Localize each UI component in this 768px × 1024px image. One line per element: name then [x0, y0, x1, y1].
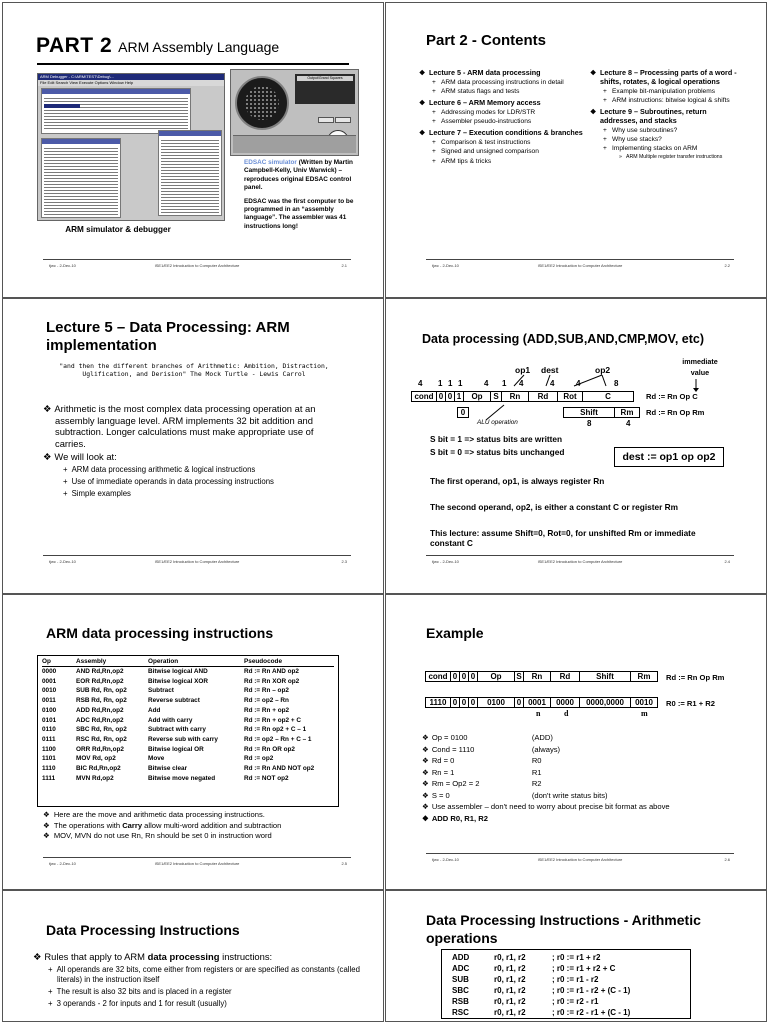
carroll-quote: "and then the different branches of Arithmetic: Ambition, Distraction, Uglification, and Derision" The Mock Turtle - Lewis Carrol: [59, 362, 329, 379]
contents-subitem: + Example bit-manipulation problems: [590, 88, 740, 96]
contents-subitem: + Addressing modes for LDR/STR: [419, 109, 589, 117]
arith-op-row: ADD r0, r1, r2 ; r0 := r1 + r2: [452, 953, 601, 962]
rm-width: 4: [626, 419, 631, 428]
assembly-cell: ADC Rd,Rn,op2: [76, 716, 124, 724]
field-shift: Shift: [563, 407, 615, 418]
letter-d: d: [564, 709, 569, 718]
operation-cell: Add: [148, 706, 161, 714]
operand-arrows: [506, 374, 656, 388]
assembly-cell: SBC Rd, Rn, op2: [76, 726, 127, 734]
contents-column-2: [590, 66, 740, 161]
slide-footer: [426, 555, 734, 567]
zero-field: [458, 407, 469, 418]
dest-label: dest: [541, 365, 559, 375]
contents-subitem: + ARM instructions: bitwise logical & shifts: [590, 97, 740, 105]
letter-n: n: [536, 709, 541, 718]
format-note: Rd := Rn Op Rm: [666, 673, 725, 682]
debugger-menubar: File Edit Search View Execute Options Window Help: [38, 80, 224, 86]
field-c: C: [582, 391, 634, 402]
assembly-cell: MVN Rd,op2: [76, 774, 114, 782]
sub-bullet: + Simple examples: [43, 489, 343, 499]
footer-course: ISE1/EE2 Introduction to Computer Architecture: [537, 263, 623, 268]
opcode-cell: 0110: [42, 726, 56, 734]
edsac-panel-caption: Output/Grand Squares: [297, 76, 353, 81]
edsac-credit: (Written by Martin Campbell-Kelly, Univ Warwick) – reproduces original EDSAC control panel.: [244, 159, 353, 192]
opcode-cell: 1101: [42, 755, 56, 763]
note-move-arith: ❖ Here are the move and arithmetic data processing instructions.: [43, 810, 363, 821]
slide-part2-title: [2, 2, 384, 298]
opcode-cell: 0001: [42, 677, 57, 685]
assembly-cell: ORR Rd,Rn,op2: [76, 745, 124, 753]
slide-instruction-format: Data processing (ADD,SUB,AND,CMP,MOV, etc) immediate value op1 dest op2 4 1 1 1 4 1 4 4 4 8 cond 0 0 1 Op S Rn Rd Rot C Rd := Rn Op C 0 ALU operation Shift Rm Rd := Rn Op Rm 8 4 S bit = 1 => status bits are written S bit = 0 => status bits unchanged dest := op1 op op2 The first operand, op1, is always register Rn The second operand, op2, is either a constant C or register Rm This lecture: assume Shift=0, Rot=0, for unshifted Rm or immediate constant C tjwc - 2-Dec-10 ISE1/EE2 Introduction to Computer Architecture 2.4: [385, 298, 767, 594]
edsac-buttons: [317, 110, 353, 126]
lecture-6-heading: ❖ Lecture 6 – ARM Memory access: [419, 99, 589, 108]
op1-label: op1: [515, 365, 531, 375]
table-body: [42, 667, 334, 784]
note-mov-mvn: ❖ MOV, MVN do not use Rn, Rn should be set 0 in instruction word: [43, 831, 363, 842]
assembly-cell: SUB Rd, Rn, op2: [76, 687, 127, 695]
lecture-9-heading: ❖ Lecture 9 – Subroutines, return addresses, and stacks: [590, 108, 740, 126]
part-subtitle: ARM Assembly Language: [118, 39, 280, 55]
edsac-simulator-label: EDSAC simulator: [244, 159, 297, 166]
lecture-8-heading: ❖ Lecture 8 – Processing parts of a word - shifts, rotates, & logical operations: [590, 69, 740, 87]
letter-m: m: [641, 709, 648, 718]
row1-note: Rd := Rn Op C: [646, 392, 698, 401]
footer-course: ISE1/EE2 Introduction to Computer Architecture: [154, 263, 240, 268]
example-encoded-fields: 1110 0 0 0 0100 0 0001 0000 0000,0000 0010: [426, 697, 658, 708]
arith-op-row: RSB r0, r1, r2 ; r0 := r2 - r1: [452, 997, 599, 1006]
pseudocode-cell: Rd := Rn AND op2: [244, 668, 299, 675]
pseudocode-cell: Rd := NOT op2: [244, 774, 289, 782]
field-op: Op: [463, 391, 491, 402]
table-row: [42, 764, 334, 774]
row2-note: Rd := Rn Op Rm: [646, 408, 705, 417]
assembly-cell: RSC Rd, Rn, op2: [76, 735, 127, 743]
edsac-simulator-screenshot: [230, 69, 359, 156]
sub-bullet: + 3 operands - 2 for inputs and 1 for result (usually): [33, 999, 363, 1009]
operation-cell: Bitwise move negated: [148, 774, 216, 782]
sbit-1-text: S bit = 1 => status bits are written: [430, 434, 563, 444]
footer-page: 2.5: [341, 861, 347, 866]
field-value-row: ❖ Rm = Op2 = 2 R2: [422, 778, 670, 790]
footer-page: 2.2: [724, 263, 730, 268]
slide-title: Data Processing Instructions - Arithmetic operations: [426, 912, 701, 946]
table-row: [42, 716, 334, 726]
operation-cell: Move: [148, 755, 165, 763]
contents-subitem: + Implementing stacks on ARM: [590, 145, 740, 153]
slide-title: [36, 34, 279, 58]
slide-arith-ops: [385, 890, 767, 1022]
footer-date: tjwc - 2-Dec-10: [49, 861, 76, 866]
footer-page: 2.1: [341, 263, 347, 268]
arith-op-row: RSC r0, r1, r2 ; r0 := r2 - r1 + (C - 1): [452, 1008, 631, 1017]
operation-cell: Add with carry: [148, 716, 193, 724]
debugger-caption: ARM simulator & debugger: [65, 225, 171, 234]
disassembly-window: [41, 88, 191, 134]
contents-subitem: + Signed and unsigned comparison: [419, 148, 589, 156]
footer-course: ISE1/EE2 Introduction to Computer Architecture: [154, 861, 240, 866]
pseudocode-cell: Rd := Rn AND NOT op2: [244, 765, 315, 773]
lecture-5-heading: ❖ Lecture 5 - ARM data processing: [419, 69, 589, 78]
opcode-cell: 0000: [42, 668, 57, 675]
slide-example: [385, 594, 767, 890]
operation-cell: Subtract with carry: [148, 726, 206, 734]
arith-op-row: SUB r0, r1, r2 ; r0 := r1 - r2: [452, 975, 599, 984]
footer-course: ISE1/EE2 Introduction to Computer Architecture: [537, 559, 623, 564]
contents-subitem: + ARM data processing instructions in detail: [419, 79, 589, 87]
column-header: Assembly: [76, 658, 148, 667]
pseudocode-cell: Rd := Rn XOR op2: [244, 677, 300, 685]
pseudocode-cell: Rd := Rn + op2: [244, 706, 290, 714]
contents-subitem: + ARM tips & tricks: [419, 158, 589, 166]
field-value-row: ❖ S = 0 (don't write status bits): [422, 790, 670, 802]
slide-footer: [426, 853, 734, 865]
column-header: Op: [42, 658, 76, 667]
sub-bullet: + ARM data processing arithmetic & logical instructions: [43, 465, 343, 475]
footer-page: 2.4: [724, 559, 730, 564]
operation-cell: Bitwise logical OR: [148, 745, 204, 753]
slide-title: Data Processing Instructions: [46, 922, 240, 938]
field-bit: 0: [445, 391, 455, 402]
immediate-arrow: [686, 379, 706, 393]
table-row: [42, 677, 334, 687]
title-divider: [37, 63, 349, 65]
opcode-cell: 0111: [42, 735, 56, 743]
slide-footer: [43, 555, 351, 567]
opcode-cell: 0011: [42, 697, 56, 705]
slide-title: Data processing (ADD,SUB,AND,CMP,MOV, etc): [422, 332, 705, 346]
pseudocode-cell: Rd := Rn – op2: [244, 687, 289, 695]
pseudocode-cell: Rd := Rn op2 + C – 1: [244, 726, 307, 734]
arith-op-row: ADC r0, r1, r2 ; r0 := r1 + r2 + C: [452, 964, 616, 973]
assumption-text: This lecture: assume Shift=0, Rot=0, for unshifted Rm or immediate constant C: [430, 528, 696, 548]
dest-formula-box: dest := op1 op op2: [614, 447, 724, 467]
slide-dp-instructions: [2, 594, 384, 890]
sbit-0-text: S bit = 0 => status bits unchanged: [430, 447, 565, 457]
slide-dp-rules: [2, 890, 384, 1022]
slide-body: [43, 403, 343, 499]
shift-width: 8: [587, 419, 592, 428]
contents-subitem: + Assembler pseudo-instructions: [419, 118, 589, 126]
lecture-7-heading: ❖ Lecture 7 – Execution conditions & branches: [419, 129, 589, 138]
operation-cell: Reverse subtract: [148, 697, 200, 705]
footer-page: 2.6: [724, 857, 730, 862]
arith-op-row: SBC r0, r1, r2 ; r0 := r1 - r2 + (C - 1): [452, 986, 631, 995]
slide-title: Lecture 5 – Data Processing: ARM implementation: [46, 319, 290, 354]
pseudocode-cell: Rd := Rn + op2 + C: [244, 716, 301, 724]
field-rm: Rm: [614, 407, 640, 418]
field-zero: 0: [457, 407, 469, 418]
rules-bullet: ❖ Rules that apply to ARM data processing instructions:: [33, 951, 363, 963]
table-row: [42, 774, 334, 784]
field-rn: Rn: [501, 391, 529, 402]
debugger-titlebar: ARM Debugger - C:\ARM\TEST\Debug\...: [38, 74, 224, 80]
contents-column-1: [419, 66, 589, 166]
table-row: [42, 667, 334, 677]
edsac-caption: [244, 159, 360, 231]
pseudocode-cell: Rd := op2 – Rn + C – 1: [244, 735, 312, 743]
table-row: [42, 696, 334, 706]
pseudocode-cell: Rd := op2: [244, 755, 274, 763]
sub-bullet: + The result is also 32 bits and is placed in a register: [33, 987, 363, 997]
table-row: [42, 706, 334, 716]
field-s: S: [490, 391, 502, 402]
contents-subitem: + ARM status flags and tests: [419, 88, 589, 96]
assembly-cell: EOR Rd,Rn,op2: [76, 677, 124, 685]
field-values-list: [422, 732, 670, 824]
alu-arrow: [470, 403, 510, 423]
edsac-note: EDSAC was the first computer to be programmed in an “assembly language”. The assembler was 41 instructions long!: [244, 197, 354, 230]
opcode-cell: 0100: [42, 706, 57, 714]
op2-explanation: The second operand, op2, is either a constant C or register Rm: [430, 502, 679, 512]
assembler-note: ❖ Use assembler – don't need to worry about precise bit format as above: [422, 801, 670, 813]
table-row: [42, 745, 334, 755]
opcode-cell: 1110: [42, 765, 56, 773]
operation-cell: Bitwise logical XOR: [148, 677, 209, 685]
footer-date: tjwc - 2-Dec-10: [49, 263, 76, 268]
assembly-cell: ADD Rd,Rn,op2: [76, 706, 124, 714]
slide-footer: [426, 259, 734, 271]
field-bit: 0: [436, 391, 446, 402]
contents-subitem: + Comparison & test instructions: [419, 139, 589, 147]
assembly-cell: MOV Rd, op2: [76, 755, 116, 763]
arith-ops-box: [441, 949, 691, 1019]
slide-footer: [43, 259, 351, 271]
contents-subitem: + Why use stacks?: [590, 136, 740, 144]
field-rd: Rd: [528, 391, 558, 402]
slide-title: ARM data processing instructions: [46, 625, 274, 641]
operation-cell: Bitwise logical AND: [148, 668, 208, 675]
pseudocode-cell: Rd := Rn OR op2: [244, 745, 295, 753]
assembly-cell: AND Rd,Rn,op2: [76, 668, 124, 675]
field-value-row: ❖ Cond = 1110 (always): [422, 744, 670, 756]
opcode-cell: 0010: [42, 687, 57, 695]
slide-title: Example: [426, 625, 484, 641]
slide-contents: [385, 2, 767, 298]
field-bit: 1: [454, 391, 464, 402]
operation-cell: Reverse sub with carry: [148, 735, 218, 743]
instruction-fields-register: [564, 407, 640, 418]
slide-footer: [43, 857, 351, 869]
table-notes: [43, 810, 363, 842]
registers-window: [158, 130, 222, 216]
example-format-fields: cond 0 0 0 Op S Rn Rd Shift Rm: [426, 671, 658, 682]
op2-label: op2: [595, 365, 611, 375]
table-row: [42, 725, 334, 735]
footer-page: 2.3: [341, 559, 347, 564]
bullet-look-at: ❖ We will look at:: [43, 451, 343, 463]
opcode-cell: 1111: [42, 774, 56, 782]
table-row: [42, 754, 334, 764]
immediate-value-label: immediate value: [682, 357, 718, 377]
operation-cell: Bitwise clear: [148, 765, 188, 773]
field-cond: cond: [411, 391, 437, 402]
footer-date: tjwc - 2-Dec-10: [49, 559, 76, 564]
slide-lecture5-intro: [2, 298, 384, 594]
field-value-row: ❖ Rn = 1 R1: [422, 767, 670, 779]
sub-bullet: + All operands are 32 bits, come either from registers or are specified as constants (called literals) in the instruction itself: [33, 965, 363, 985]
contents-subitem: + Why use subroutines?: [590, 127, 740, 135]
memory-window: [41, 138, 121, 218]
field-rot: Rot: [557, 391, 583, 402]
assembly-cell: BIC Rd,Rn,op2: [76, 765, 121, 773]
footer-course: ISE1/EE2 Introduction to Computer Architecture: [154, 559, 240, 564]
note-carry: ❖ The operations with Carry allow multi-word addition and subtraction: [43, 821, 363, 832]
table-row: [42, 686, 334, 696]
footer-date: tjwc - 2-Dec-10: [432, 857, 459, 862]
table-row: [42, 735, 334, 745]
edsac-display-tube: [235, 76, 289, 130]
instruction-table: [37, 655, 339, 807]
table-header-row: [42, 658, 334, 667]
column-header: Operation: [148, 658, 244, 667]
alu-operation-label: ALU operation: [477, 419, 518, 426]
instruction-fields-immediate: [412, 391, 634, 402]
operation-cell: Subtract: [148, 687, 174, 695]
column-header: Pseudocode: [244, 658, 334, 667]
slide-body: [33, 951, 363, 1009]
slide-title: Part 2 - Contents: [426, 32, 547, 49]
pseudocode-cell: Rd := op2 – Rn: [244, 697, 289, 705]
edsac-control-strip: [233, 135, 356, 153]
contents-subsubitem: » ARM Multiple register transfer instructions: [590, 154, 740, 160]
add-example: ❖ ADD R0, R1, R2: [422, 813, 670, 825]
edsac-output-panel: [295, 74, 355, 104]
op1-explanation: The first operand, op1, is always register Rn: [430, 476, 605, 486]
bullet-arithmetic: ❖ Arithmetic is the most complex data processing operation at an assembly language level. ARM implements 32 bit addition and subtraction. Longer calculations must make appropriate use of carries.: [43, 403, 343, 449]
footer-date: tjwc - 2-Dec-10: [432, 559, 459, 564]
part-label: PART 2: [36, 34, 113, 57]
field-value-row: ❖ Rd = 0 R0: [422, 755, 670, 767]
assembly-cell: RSB Rd, Rn, op2: [76, 697, 127, 705]
footer-course: ISE1/EE2 Introduction to Computer Architecture: [537, 857, 623, 862]
opcode-cell: 0101: [42, 716, 57, 724]
opcode-cell: 1100: [42, 745, 56, 753]
sub-bullet: + Use of immediate operands in data processing instructions: [43, 477, 343, 487]
arm-debugger-screenshot: [37, 73, 225, 221]
field-value-row: ❖ Op = 0100 (ADD): [422, 732, 670, 744]
encoded-note: R0 := R1 + R2: [666, 699, 715, 708]
footer-date: tjwc - 2-Dec-10: [432, 263, 459, 268]
